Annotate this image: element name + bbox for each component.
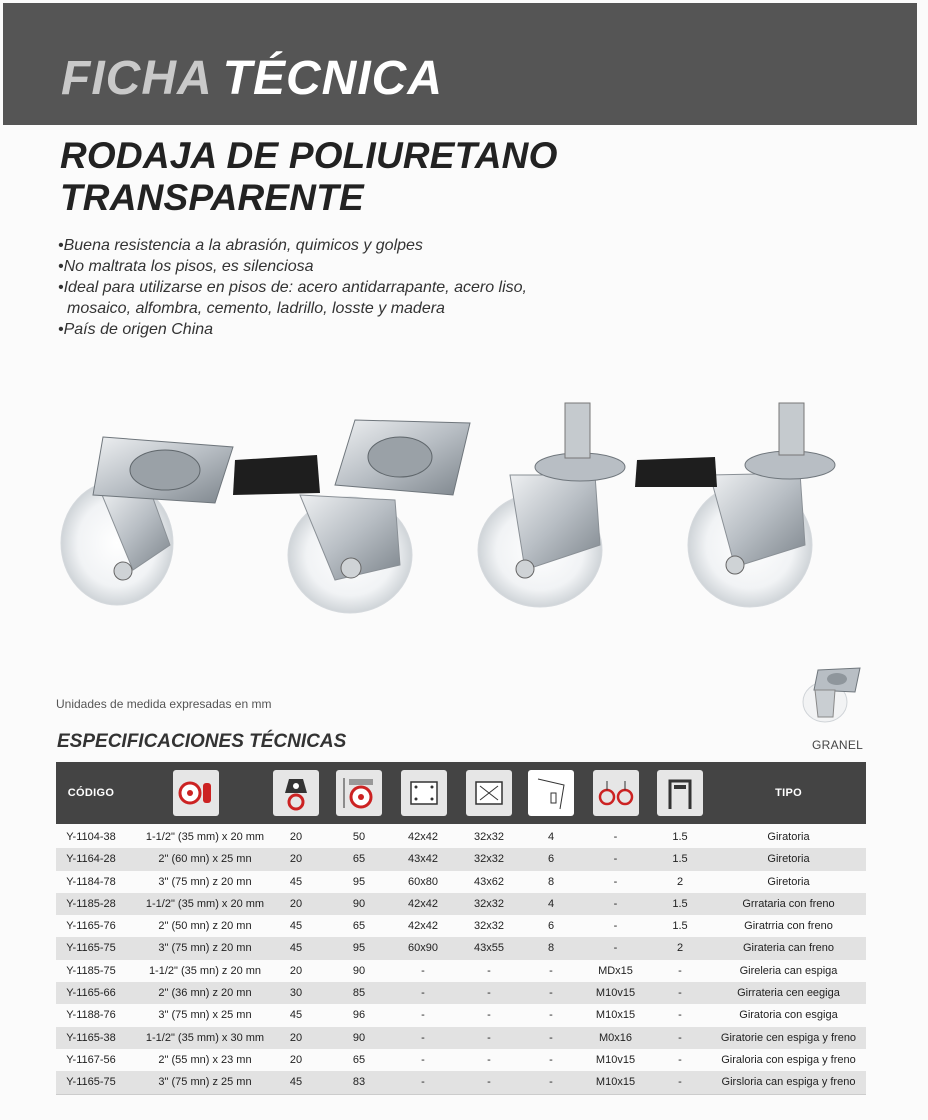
granel-label: GRANEL: [812, 738, 864, 752]
cell-size: 3" (75 mn) x 25 mn: [158, 1009, 252, 1022]
cell-thickness: -: [678, 987, 682, 1000]
cell-load: 30: [289, 987, 303, 1000]
cell-codigo: Y-1185-75: [66, 964, 116, 977]
cell-load: 45: [289, 942, 303, 955]
cell-thickness: -: [678, 1076, 682, 1089]
cell-plate: -: [421, 1031, 425, 1044]
feature-list: [58, 235, 578, 340]
caster-plate-brake: [233, 420, 470, 613]
cell-codigo: Y-1165-38: [66, 1031, 116, 1044]
header-total-height: [334, 762, 384, 824]
granel-caster-icon: [800, 662, 865, 727]
cell-codigo: Y-1167-56: [66, 1053, 116, 1066]
cell-stem: M10x15: [595, 1009, 636, 1022]
table-row: [56, 960, 866, 982]
feature-item: • País de origen China: [58, 319, 578, 340]
table-header: [56, 762, 866, 824]
caster-stem-swivel: [478, 403, 625, 607]
cell-height: 90: [352, 897, 366, 910]
cell-holes: -: [487, 1031, 491, 1044]
plate-size-icon: [401, 770, 447, 816]
cell-thickness: 1.5: [672, 920, 688, 933]
header-hole-spacing: [464, 762, 514, 824]
cell-tipo: Girsloria can espiga y freno: [721, 1076, 856, 1089]
feature-item: • Ideal para utilizarse en pisos de: acero antidarrapante, acero liso, mosaico, alfombra, cemento, ladrillo, losste y madera: [58, 277, 578, 319]
feature-item: • Buena resistencia a la abrasión, quimicos y golpes: [58, 235, 578, 256]
load-capacity-icon: [273, 770, 319, 816]
spec-table-body: [56, 826, 866, 1094]
cell-plate: -: [421, 1009, 425, 1022]
cell-codigo: Y-1188-76: [66, 1009, 116, 1022]
caster-plate-swivel: [61, 437, 233, 605]
cell-thickness: 2: [676, 875, 684, 888]
cell-plate: 42x42: [408, 920, 438, 933]
title-word-tecnica: TÉCNICA: [222, 52, 443, 105]
cell-tipo: Giratorie cen espiga y freno: [720, 1031, 857, 1044]
cell-hole-dia: -: [549, 1031, 553, 1044]
table-row: [56, 1071, 866, 1093]
cell-plate: 42x42: [408, 831, 438, 843]
cell-tipo: Giraloria con espiga y freno: [721, 1053, 856, 1066]
cell-plate: 43x42: [408, 853, 438, 866]
cell-codigo: Y-1165-76: [66, 920, 116, 933]
cell-plate: 42x42: [408, 897, 438, 910]
cell-stem: -: [613, 875, 618, 888]
cell-size: 3" (75 mn) z 25 mn: [158, 1076, 252, 1089]
cell-load: 45: [289, 920, 303, 933]
cell-thickness: -: [678, 1031, 682, 1044]
specs-title: ESPECIFICACIONES TÉCNICAS: [57, 731, 347, 752]
cell-height: 95: [352, 942, 366, 955]
table-row: [56, 1004, 866, 1026]
cell-hole-dia: 4: [547, 897, 555, 910]
cell-holes: 32x32: [474, 920, 504, 933]
cell-stem: M10v15: [595, 1053, 636, 1066]
cell-holes: 32x32: [474, 853, 504, 866]
cell-holes: 32x32: [474, 897, 504, 910]
cell-stem: -: [613, 942, 618, 955]
cell-holes: -: [487, 964, 491, 977]
cell-load: 45: [289, 1076, 303, 1089]
header-codigo: CÓDIGO: [67, 787, 115, 799]
cell-tipo: Giretoria: [767, 875, 810, 888]
cell-thickness: -: [678, 1053, 682, 1066]
cell-size: 1-1/2" (35 mm) x 20 mm: [145, 831, 265, 843]
cell-tipo: Girateria can freno: [742, 942, 835, 955]
cell-tipo: Giratrria con freno: [744, 920, 833, 933]
header-stem-thread: [588, 762, 643, 824]
cell-holes: -: [487, 987, 491, 1000]
cell-load: 20: [289, 964, 303, 977]
table-row: [56, 826, 866, 848]
cell-stem: M0x16: [598, 1031, 633, 1044]
cell-height: 95: [352, 875, 366, 888]
cell-size: 2" (50 mn) z 20 mn: [158, 920, 252, 933]
cell-height: 96: [352, 1009, 366, 1022]
caster-stem-brake: [635, 403, 835, 607]
cell-hole-dia: -: [549, 964, 553, 977]
hole-spacing-icon: [466, 770, 512, 816]
cell-tipo: Giretoria: [767, 853, 810, 866]
cell-load: 20: [289, 831, 303, 843]
cell-plate: -: [421, 964, 425, 977]
cell-load: 45: [289, 1009, 303, 1022]
table-row: [56, 871, 866, 893]
cell-tipo: Girrateria cen eegiga: [737, 987, 840, 1000]
cell-hole-dia: -: [549, 1053, 553, 1066]
cell-stem: -: [613, 853, 618, 866]
cell-height: 65: [352, 853, 366, 866]
cell-thickness: 1.5: [672, 831, 688, 843]
cell-codigo: Y-1185-28: [66, 897, 116, 910]
cell-size: 2" (60 mn) x 25 mn: [158, 853, 252, 866]
cell-holes: -: [487, 1009, 491, 1022]
cell-tipo: Grrataria con freno: [742, 897, 835, 910]
cell-height: 90: [352, 1031, 366, 1044]
table-row: [56, 937, 866, 959]
wheel-diameter-icon: [173, 770, 219, 816]
page-title: [61, 51, 443, 106]
cell-holes: 32x32: [474, 831, 504, 843]
table-row: [56, 915, 866, 937]
cell-size: 2" (36 mn) z 20 mn: [158, 987, 252, 1000]
cell-stem: -: [613, 920, 618, 933]
cell-stem: -: [613, 831, 618, 843]
cell-holes: 43x62: [474, 875, 504, 888]
cell-size: 1-1/2" (35 mm) x 20 mm: [145, 897, 265, 910]
cell-hole-dia: 4: [547, 831, 555, 843]
cell-codigo: Y-1164-28: [66, 853, 116, 866]
cell-height: 50: [352, 831, 366, 843]
table-row: [56, 848, 866, 870]
feature-item: • No maltrata los pisos, es silenciosa: [58, 256, 578, 277]
table-row: [56, 893, 866, 915]
cell-stem: M10x15: [595, 1076, 636, 1089]
cell-codigo: Y-1165-66: [66, 987, 116, 1000]
cell-plate: 60x80: [408, 875, 438, 888]
cell-tipo: Giratoria con esgiga: [739, 1009, 838, 1022]
header-bar: [3, 3, 917, 125]
cell-height: 83: [352, 1076, 366, 1089]
header-hole-diameter: [526, 762, 576, 824]
cell-load: 20: [289, 853, 303, 866]
cell-thickness: 1.5: [672, 897, 688, 910]
product-title-line1: RODAJA DE POLIURETANO: [60, 135, 558, 176]
cell-plate: -: [421, 1053, 425, 1066]
product-title-line2: TRANSPARENTE: [60, 177, 364, 218]
cell-hole-dia: -: [549, 987, 553, 1000]
cell-size: 2" (55 mn) x 23 mn: [158, 1053, 252, 1066]
cell-stem: -: [613, 897, 618, 910]
cell-tipo: Gireleria can espiga: [739, 964, 838, 977]
cell-holes: 43x55: [474, 942, 504, 955]
cell-plate: 60x90: [408, 942, 438, 955]
cell-load: 20: [289, 897, 303, 910]
cell-holes: -: [487, 1076, 491, 1089]
cell-hole-dia: 8: [547, 875, 555, 888]
cell-thickness: -: [678, 964, 682, 977]
cell-stem: MDx15: [598, 964, 633, 977]
cell-hole-dia: -: [549, 1076, 553, 1089]
bracket-thickness-icon: [657, 770, 703, 816]
cell-codigo: Y-1165-75: [66, 1076, 116, 1089]
stem-thread-icon: [593, 770, 639, 816]
title-word-ficha: FICHA: [61, 52, 213, 105]
cell-size: 3" (75 mn) z 20 mn: [158, 875, 252, 888]
total-height-icon: [336, 770, 382, 816]
cell-height: 65: [352, 1053, 366, 1066]
cell-load: 45: [289, 875, 303, 888]
cell-size: 3" (75 mn) z 20 mn: [158, 942, 252, 955]
cell-codigo: Y-1104-38: [66, 831, 116, 843]
cell-codigo: Y-1165-75: [66, 942, 116, 955]
cell-size: 1-1/2" (35 mm) x 30 mm: [145, 1031, 265, 1044]
header-bracket-thickness: [656, 762, 704, 824]
header-load-capacity: [271, 762, 321, 824]
table-bottom-rule: [56, 1094, 866, 1095]
header-tipo: TIPO: [775, 787, 802, 799]
table-row: [56, 982, 866, 1004]
cell-hole-dia: 6: [547, 853, 555, 866]
cell-stem: M10v15: [595, 987, 636, 1000]
cell-holes: -: [487, 1053, 491, 1066]
hole-diameter-icon: [528, 770, 574, 816]
cell-hole-dia: 6: [547, 920, 555, 933]
units-note: Unidades de medida expresadas en mm: [56, 697, 272, 711]
cell-thickness: 2: [676, 942, 684, 955]
cell-plate: -: [421, 1076, 425, 1089]
product-photos: [55, 395, 875, 625]
cell-height: 65: [352, 920, 366, 933]
cell-hole-dia: -: [549, 1009, 553, 1022]
cell-tipo: Giratoria: [767, 831, 810, 843]
cell-height: 85: [352, 987, 366, 1000]
cell-plate: -: [421, 987, 425, 1000]
cell-load: 20: [289, 1031, 303, 1044]
table-row: [56, 1049, 866, 1071]
table-row: [56, 1027, 866, 1049]
cell-codigo: Y-1184-78: [66, 875, 116, 888]
header-wheel-diameter: [171, 762, 221, 824]
cell-height: 90: [352, 964, 366, 977]
cell-thickness: 1.5: [672, 853, 688, 866]
cell-thickness: -: [678, 1009, 682, 1022]
cell-hole-dia: 8: [547, 942, 555, 955]
cell-size: 1-1/2" (35 mn) z 20 mn: [148, 964, 262, 977]
product-title: [60, 135, 558, 219]
header-plate-size: [399, 762, 449, 824]
cell-load: 20: [289, 1053, 303, 1066]
